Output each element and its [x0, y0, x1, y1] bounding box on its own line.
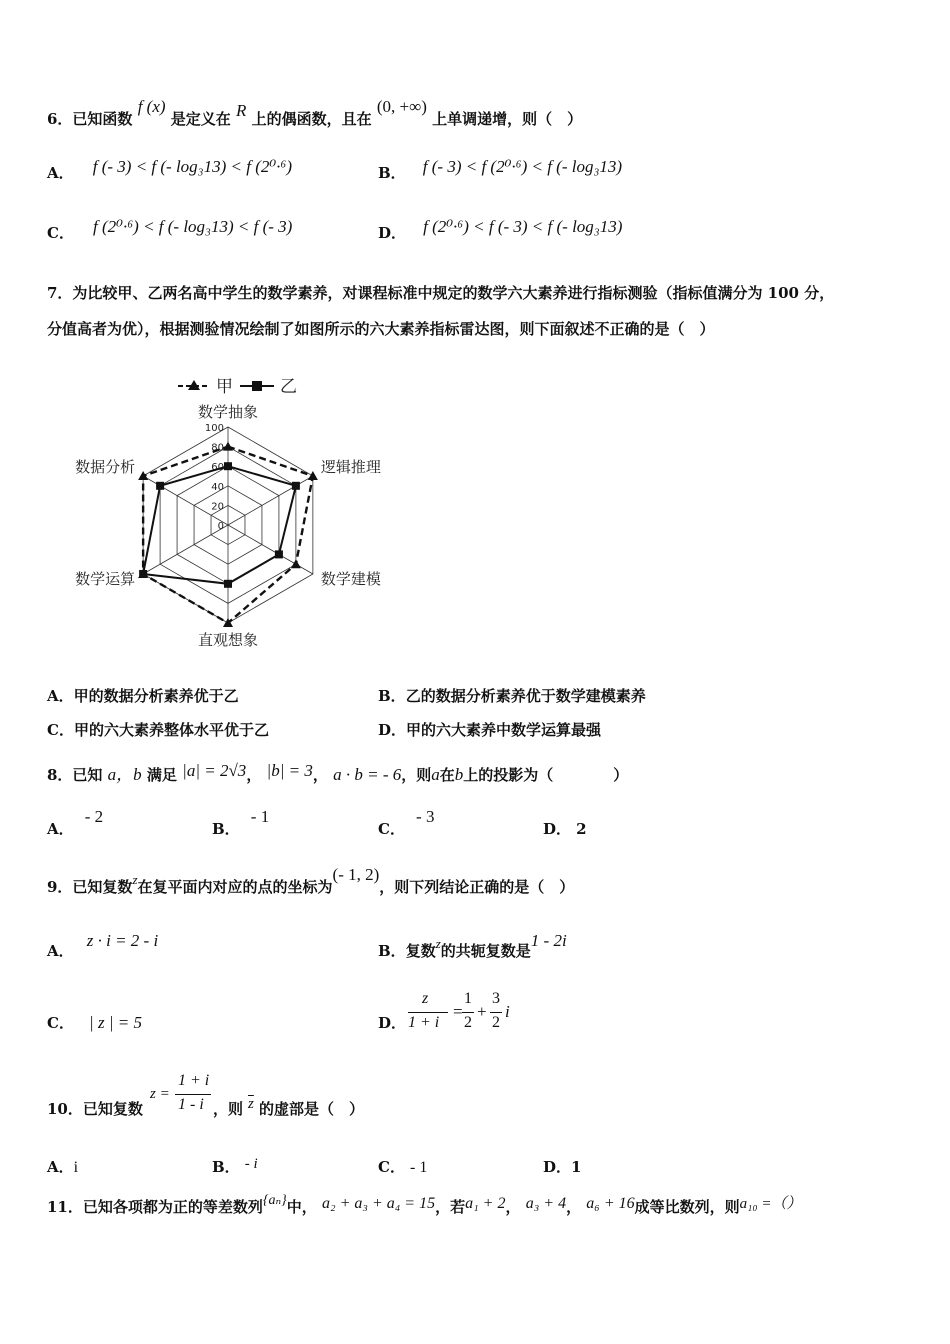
q7-line1: 7．为比较甲、乙两名高中学生的数学素养，对课程标准中规定的数学六大素养进行指标测验（指标值满分为 100 分，: [47, 284, 835, 302]
data-point-yi: [139, 570, 147, 578]
q8-cond-dot: a · b = - 6: [333, 765, 402, 784]
q8-option-d[interactable]: [543, 818, 587, 839]
q11-term3: a₆ + 16: [586, 1195, 635, 1212]
q11-term1: a₁ + 2: [465, 1195, 506, 1212]
q10-stem: [47, 1072, 467, 1122]
fraction-denominator: 1 - i: [178, 1096, 204, 1113]
tick-label: 0: [217, 521, 224, 532]
legend-marker-yi: [252, 381, 262, 391]
option-value: 1: [571, 1158, 582, 1176]
axis-label: 数学建模: [320, 570, 381, 588]
q8-stem: 8．已知 a，b 满足 |a| = 2√3， |b| = 3， a · b = - 6，则a在b上的投影为（ ）: [47, 761, 629, 784]
q6-stem: [47, 97, 583, 142]
q10-option-c[interactable]: [378, 1156, 427, 1177]
option-label: D．: [543, 820, 572, 838]
option-label: B．: [212, 820, 240, 838]
data-point-jia: [291, 559, 301, 568]
q6-option-d[interactable]: [378, 217, 623, 243]
option-text: 乙的数据分析素养优于数学建模素养: [405, 687, 646, 705]
equals-sign: =: [453, 1002, 463, 1021]
option-label: B．: [378, 164, 406, 182]
plus-sign: +: [477, 1002, 487, 1021]
q8-a: a: [431, 765, 440, 784]
q6-option-d-expr: f (2⁰·⁶) < f (- 3) < f (- log₃13): [423, 217, 623, 236]
tick-label: 80: [211, 442, 224, 454]
q11-seq: {aₙ}: [262, 1193, 287, 1208]
fraction-numerator: 1 + i: [178, 1072, 210, 1089]
tick-label: 20: [211, 501, 224, 513]
data-point-yi: [224, 462, 232, 470]
fraction-denominator: 2: [492, 1014, 500, 1031]
legend-label-yi: 乙: [280, 377, 297, 397]
fraction-denominator: 1 + i: [408, 1014, 440, 1031]
fraction-numerator: 1: [464, 990, 472, 1007]
q9-option-b[interactable]: [378, 931, 567, 961]
q7-option-c[interactable]: [47, 719, 269, 740]
option-label: C．: [47, 224, 74, 242]
q8-tail2: 在: [439, 766, 455, 784]
fraction-bar: [408, 1012, 448, 1013]
option-value: - 1: [250, 807, 270, 826]
option-value: - i: [244, 1156, 258, 1172]
q6-option-b[interactable]: [378, 157, 623, 183]
q9-z: z: [132, 872, 138, 887]
option-text: 甲的六大素养中数学运算最强: [406, 721, 602, 739]
option-label: D．: [543, 1158, 572, 1176]
option-label: C．: [47, 1014, 74, 1032]
option-value: | z | = 5: [89, 1013, 142, 1032]
q10-option-a[interactable]: [47, 1156, 78, 1177]
axis-label: 直观想象: [197, 631, 259, 649]
data-point-yi: [292, 482, 300, 490]
option-value: 2: [576, 820, 587, 838]
q8-option-c[interactable]: [378, 807, 435, 839]
option-text: 甲的六大素养整体水平优于乙: [73, 721, 269, 739]
fraction-bar: [175, 1094, 211, 1095]
q11-mid2: ，若: [435, 1198, 466, 1216]
data-point-yi: [275, 550, 283, 558]
option-value: z · i = 2 - i: [86, 931, 159, 950]
q6-interval: (0, +∞): [376, 97, 427, 116]
axis-spoke: [143, 525, 228, 574]
q9-option-a[interactable]: [47, 931, 159, 961]
tick-label: 100: [204, 423, 224, 434]
option-value: 1 - 2i: [530, 931, 567, 950]
option-value: i: [73, 1159, 79, 1176]
q10-mid: ，则: [213, 1100, 244, 1118]
q11-prefix: 11．已知各项都为正的等差数列: [47, 1198, 263, 1216]
q8-cond-a: |a| = 2√3: [182, 761, 247, 780]
q6-option-c-expr: f (2⁰·⁶) < f (- log₃13) < f (- 3): [93, 217, 293, 236]
q6-R: R: [236, 101, 247, 120]
q6-option-c[interactable]: [47, 217, 293, 243]
q8-option-a[interactable]: [47, 807, 104, 839]
data-point-jia: [223, 442, 233, 451]
axis-label: 数学抽象: [197, 403, 259, 421]
q9-option-c[interactable]: [47, 1012, 142, 1033]
q8-b: b: [454, 765, 464, 784]
option-label: D．: [378, 721, 407, 739]
q6-option-a[interactable]: [47, 157, 292, 183]
q10-prefix: 10．已知复数: [47, 1100, 143, 1118]
option-z: z: [435, 936, 441, 951]
option-label: D．: [378, 1014, 407, 1032]
q11-mid: 中，: [286, 1198, 317, 1216]
radar-chart: [60, 370, 400, 660]
fraction-denominator: 2: [464, 1014, 472, 1031]
fraction-bar: [490, 1012, 502, 1013]
q6-fx: f (x): [137, 97, 166, 116]
q10-tail: 的虚部是（ ）: [259, 1100, 365, 1118]
option-label: B．: [212, 1158, 240, 1176]
q9-prefix: 9．已知复数: [47, 878, 133, 896]
data-point-jia: [308, 471, 318, 480]
option-label: B．: [378, 942, 406, 960]
q9-mid: 在复平面内对应的点的坐标为: [137, 878, 333, 896]
q6-mid1: 是定义在: [170, 110, 231, 128]
fraction-numerator: 3: [492, 990, 500, 1007]
axis-label: 数据分析: [75, 458, 136, 476]
q9-point: (- 1, 2): [332, 865, 380, 884]
q8-vars: a，b: [107, 765, 142, 784]
q11-ask: a₁₀ =（）: [739, 1196, 802, 1212]
q8-prefix: 8．已知: [47, 766, 103, 784]
option-value: - 1: [410, 1159, 428, 1176]
q7-option-d[interactable]: [378, 719, 601, 740]
q11-tail: 成等比数列，则: [634, 1198, 740, 1216]
tick-label: 60: [211, 462, 224, 474]
option-label: C．: [47, 721, 74, 739]
imaginary-unit: i: [505, 1002, 510, 1021]
option-label: A．: [47, 687, 74, 705]
q8-cond-b: |b| = 3: [266, 761, 313, 780]
option-label: C．: [378, 820, 405, 838]
q7-line2: 分值高者为优），根据测验情况绘制了如图所示的六大素养指标雷达图，则下面叙述不正确的是（ ）: [47, 320, 715, 338]
tick-label: 40: [211, 481, 224, 493]
option-label: B．: [378, 687, 406, 705]
axis-spoke: [228, 476, 313, 525]
data-point-yi: [224, 580, 232, 588]
q9-stem: [47, 865, 575, 897]
data-point-yi: [156, 482, 164, 490]
q6-tail: 上单调递增，则（ ）: [432, 110, 583, 128]
q6-option-b-expr: f (- 3) < f (2⁰·⁶) < f (- log₃13): [422, 157, 623, 176]
q11-stem: 11．已知各项都为正的等差数列{aₙ}中， a₂ + a₃ + a₄ = 15，若a₁ + 2， a₃ + 4， a₆ + 16成等比数列，则a₁₀ =（）: [47, 1193, 802, 1216]
option-label: A．: [47, 164, 74, 182]
q10-z-eq: z =: [150, 1086, 170, 1102]
option-text: 复数: [405, 942, 436, 960]
option-value: - 2: [84, 807, 104, 826]
option-label: A．: [47, 942, 74, 960]
q11-term2: a₃ + 4: [525, 1195, 567, 1212]
q6-prefix: 6．已知函数: [47, 110, 133, 128]
axis-label: 数学运算: [75, 570, 136, 588]
q8-tail3: 上的投影为（ ）: [463, 766, 629, 784]
option-value: - 3: [416, 807, 435, 826]
q6-option-a-expr: f (- 3) < f (- log₃13) < f (2⁰·⁶): [92, 157, 292, 176]
q6-mid2: 上的偶函数，且在: [251, 110, 372, 128]
option-text: 甲的数据分析素养优于乙: [73, 687, 239, 705]
q8-tail1: ，则: [401, 766, 432, 784]
option-text: 的共轭复数是: [440, 942, 531, 960]
q10-option-d[interactable]: [543, 1156, 581, 1177]
axis-label: 逻辑推理: [320, 458, 381, 476]
q7-option-b[interactable]: [378, 685, 646, 706]
legend-label-jia: 甲: [216, 377, 233, 397]
option-label: C．: [378, 1158, 405, 1176]
q8-mid: 满足: [146, 766, 177, 784]
q8-option-b[interactable]: [212, 807, 270, 839]
q7-option-a[interactable]: [47, 685, 239, 706]
fraction-bar: [462, 1012, 474, 1013]
q10-option-b[interactable]: [212, 1156, 258, 1177]
q11-sum: a₂ + a₃ + a₄ = 15: [322, 1195, 436, 1212]
option-label: A．: [47, 1158, 74, 1176]
fraction-numerator: z: [422, 990, 429, 1007]
q10-zbar: $\overline{z}$: [248, 1096, 254, 1112]
option-label: D．: [378, 224, 407, 242]
axis-spoke: [228, 525, 313, 574]
q9-tail: ，则下列结论正确的是（ ）: [379, 878, 575, 896]
option-label: A．: [47, 820, 74, 838]
